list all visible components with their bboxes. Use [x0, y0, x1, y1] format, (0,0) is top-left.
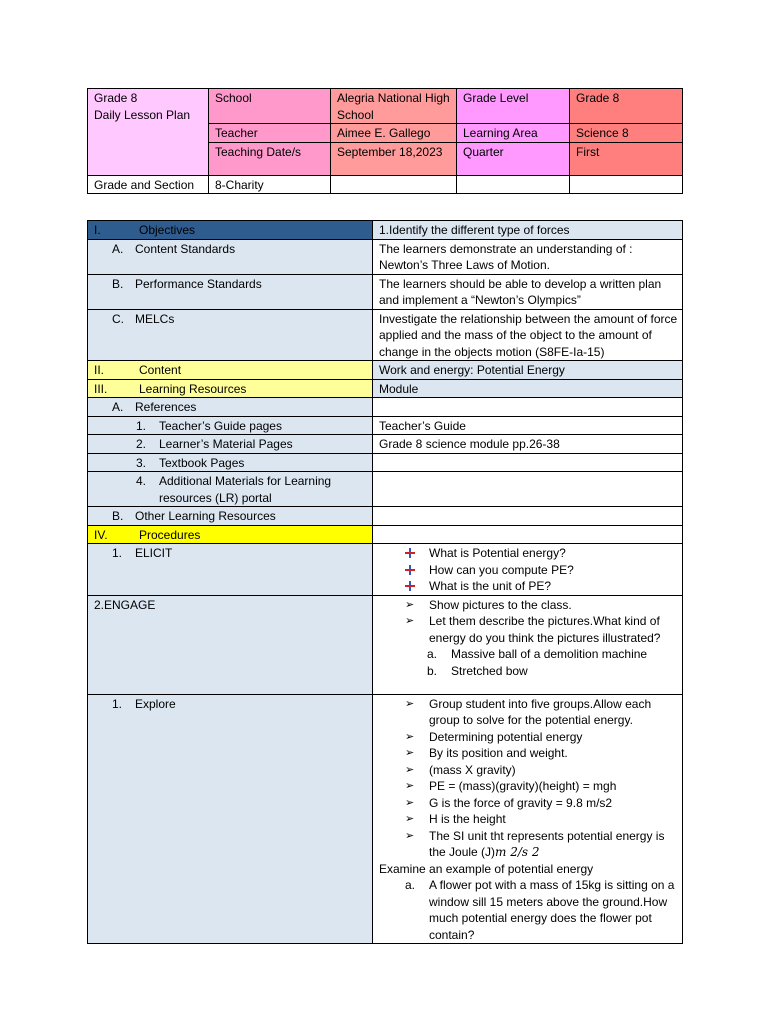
- date-value: September 18,2023: [331, 142, 457, 175]
- explore-label-cell: [88, 694, 373, 944]
- melcs-label: MELCs: [135, 311, 175, 326]
- other-resources-label-cell: [88, 507, 373, 526]
- arrow-bullet-icon: ➢: [405, 796, 415, 809]
- empty-cell: [457, 175, 570, 194]
- arrow-bullet-icon: ➢: [405, 598, 415, 611]
- list-item: ➢ The SI unit tht represents potential energy is the Joule (J)m 2/s 2: [405, 828, 665, 859]
- textbook-pages-num: 3.: [136, 455, 147, 470]
- explore-label: Explore: [135, 696, 176, 711]
- content-label-cell: [88, 361, 373, 380]
- additional-materials-label-cell: [88, 472, 373, 507]
- elicit-label-cell: [88, 544, 373, 596]
- learners-material-num: 2.: [136, 437, 147, 451]
- list-item: ➢ (mass X gravity): [405, 762, 516, 777]
- empty-cell: [331, 175, 457, 194]
- references-value: [373, 398, 683, 417]
- content-label: Content: [139, 363, 182, 377]
- performance-standards-label-cell: [88, 274, 373, 309]
- textbook-pages-label-cell: [88, 453, 373, 472]
- arrow-bullet-icon: ➢: [405, 747, 415, 759]
- references-label: References: [135, 400, 197, 414]
- arrow-bullet-icon: ➢: [405, 813, 415, 825]
- quarter-label: Quarter: [457, 142, 570, 175]
- objectives-value: 1.Identify the different type of forces: [373, 221, 683, 240]
- list-item: How can you compute PE?: [379, 562, 678, 579]
- additional-materials-value: [373, 472, 683, 507]
- content-standards-value: The learners demonstrate an understanding of : Newton’s Three Laws of Motion.: [373, 239, 683, 274]
- list-item: What is Potential energy?: [379, 545, 678, 562]
- other-resources-label: Other Learning Resources: [135, 509, 276, 523]
- melcs-num: C.: [112, 311, 124, 326]
- list-item: ➢ PE = (mass)(gravity)(height) = mgh: [405, 779, 617, 793]
- arrow-bullet-icon: ➢: [405, 780, 415, 792]
- procedures-num: IV.: [94, 527, 108, 542]
- si-unit-formula: m 2/s 2: [495, 845, 540, 859]
- content-standards-label: Content Standards: [135, 241, 236, 256]
- list-item: ➢ Group student into five groups.Allow each group to solve for the potential energy.: [405, 696, 652, 727]
- colored-cross-bullet-icon: [405, 581, 415, 591]
- additional-materials-num: 4.: [136, 474, 147, 488]
- teacher-value: Aimee E. Gallego: [331, 124, 457, 143]
- arrow-bullet-icon: ➢: [405, 829, 415, 842]
- empty-cell: [570, 175, 683, 194]
- performance-standards-value: The learners should be able to develop a written plan and implement a “Newton’s Olympics”: [373, 274, 683, 309]
- header-table: [87, 88, 683, 194]
- list-item: ➢ Determining potential energy: [405, 729, 583, 744]
- objectives-label: Objectives: [139, 223, 196, 237]
- learning-resources-label-cell: [88, 379, 373, 398]
- elicit-label: ELICIT: [135, 546, 173, 560]
- content-standards-num: A.: [112, 241, 124, 256]
- explore-value: [373, 694, 683, 944]
- section-value: 8-Charity: [209, 175, 331, 194]
- teachers-guide-label: Teacher’s Guide pages: [159, 418, 282, 433]
- learners-material-value: Grade 8 science module pp.26-38: [373, 435, 683, 454]
- learning-resources-label: Learning Resources: [139, 381, 247, 396]
- explore-num: 1.: [112, 696, 123, 711]
- date-label: Teaching Date/s: [209, 142, 331, 175]
- arrow-bullet-icon: ➢: [405, 697, 415, 710]
- learners-material-label: Learner’s Material Pages: [159, 437, 293, 451]
- list-item: ➢ By its position and weight.: [405, 746, 568, 760]
- plan-title-cell: [88, 89, 209, 176]
- elicit-num: 1.: [112, 546, 123, 560]
- performance-standards-label: Performance Standards: [135, 276, 262, 291]
- quarter-value: First: [570, 142, 683, 175]
- melcs-label-cell: [88, 309, 373, 361]
- learning-area-value: Science 8: [570, 124, 683, 143]
- procedures-label-cell: [88, 525, 373, 544]
- references-label-cell: [88, 398, 373, 417]
- teachers-guide-value: Teacher’s Guide: [373, 416, 683, 435]
- other-resources-num: B.: [112, 509, 124, 523]
- grade-level-value: Grade 8: [570, 89, 683, 124]
- other-resources-value: [373, 507, 683, 526]
- lesson-plan-table: [87, 220, 683, 944]
- textbook-pages-value: [373, 453, 683, 472]
- colored-cross-bullet-icon: [405, 548, 415, 558]
- list-item: ➢ H is the height: [405, 812, 506, 826]
- learning-area-label: Learning Area: [457, 124, 570, 143]
- melcs-value: Investigate the relationship between the amount of force applied and the mass of the object to the amount of change in the objects motion (S8FE-Ia-15): [373, 309, 683, 361]
- engage-value: [373, 595, 683, 694]
- arrow-bullet-icon: ➢: [405, 763, 415, 776]
- arrow-bullet-icon: ➢: [405, 730, 415, 743]
- textbook-pages-label: Textbook Pages: [159, 455, 245, 470]
- learning-resources-num: III.: [94, 381, 108, 396]
- content-num: II.: [94, 363, 105, 377]
- plan-title: Daily Lesson Plan: [94, 107, 191, 122]
- objectives-num: I.: [94, 223, 101, 237]
- teachers-guide-label-cell: [88, 416, 373, 435]
- section-label: Grade and Section: [88, 175, 209, 194]
- performance-standards-num: B.: [112, 276, 124, 291]
- learners-material-label-cell: [88, 435, 373, 454]
- content-value: Work and energy: Potential Energy: [373, 361, 683, 380]
- teacher-label: Teacher: [209, 124, 331, 143]
- list-item: ➢ G is the force of gravity = 9.8 m/s2: [405, 795, 613, 810]
- procedures-value: [373, 525, 683, 544]
- objectives-label-cell: [88, 221, 373, 240]
- list-item: b. Stretched bow: [427, 663, 528, 678]
- engage-label-cell: [88, 595, 373, 694]
- list-item: ➢ Let them describe the pictures.What kind of energy do you think the pictures illustrated?: [405, 614, 661, 645]
- example-intro: Examine an example of potential energy: [379, 861, 594, 876]
- list-item: a. Massive ball of a demolition machine: [427, 647, 648, 661]
- content-standards-label-cell: [88, 239, 373, 274]
- grade-title: Grade 8: [94, 91, 138, 105]
- school-label: School: [209, 89, 331, 124]
- teachers-guide-num: 1.: [136, 418, 147, 433]
- list-item: What is the unit of PE?: [379, 578, 678, 595]
- references-num: A.: [112, 400, 124, 414]
- engage-label: 2.ENGAGE: [94, 597, 156, 612]
- list-item: ➢ Show pictures to the class.: [405, 597, 572, 612]
- learning-resources-value: Module: [373, 379, 683, 398]
- additional-materials-label: Additional Materials for Learning resources (LR) portal: [159, 474, 332, 505]
- grade-level-label: Grade Level: [457, 89, 570, 124]
- list-item: a. A flower pot with a mass of 15kg is sitting on a window sill 15 meters above the ground.How much potential energy does the flower pot contain?: [405, 878, 675, 942]
- procedures-label: Procedures: [139, 527, 201, 542]
- colored-cross-bullet-icon: [405, 565, 415, 575]
- school-value: Alegria National High School: [331, 89, 457, 124]
- arrow-bullet-icon: ➢: [405, 615, 415, 627]
- elicit-value: [373, 544, 683, 596]
